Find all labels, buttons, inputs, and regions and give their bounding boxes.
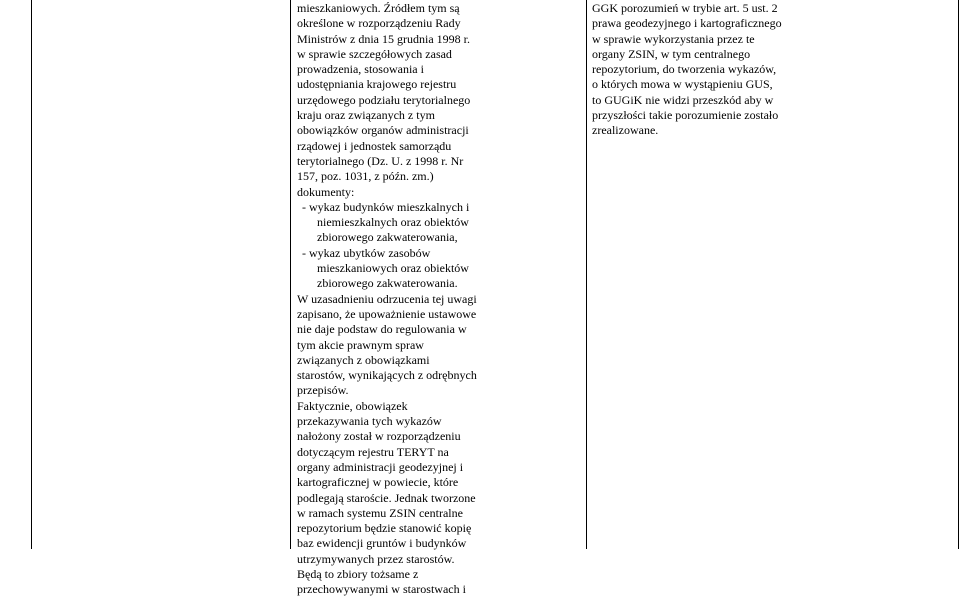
text-line: nie daje podstaw do regulowania w [297, 322, 467, 337]
text-line: Będą to zbiory tożsame z [297, 566, 419, 581]
text-line: udostępniania krajowego rejestru [297, 77, 457, 92]
text-line: mieszkaniowych. Źródłem tym są [297, 1, 460, 15]
text-line: kartograficznej w powiecie, które [297, 475, 459, 490]
text-line: utrzymywanych przez starostów. [297, 551, 455, 566]
text-line: organy administracji geodezyjnej i [297, 459, 464, 474]
list-item-continuation: niemieszkalnych oraz obiektów [317, 215, 469, 230]
text-line: to GUGiK nie widzi przeszkód aby w [592, 92, 774, 107]
text-line: GGK porozumień w trybie art. 5 ust. 2 [592, 1, 778, 15]
table-border-3 [586, 0, 587, 549]
list-item: - wykaz budynków mieszkalnych i [302, 199, 470, 214]
text-line: repozytorium będzie stanowić kopię [297, 521, 472, 536]
list-item: - wykaz ubytków zasobów [302, 245, 431, 260]
text-line: przekazywania tych wykazów [297, 414, 442, 429]
text-line: zrealizowane. [592, 123, 659, 138]
list-item-continuation: mieszkaniowych oraz obiektów [317, 261, 469, 276]
text-line: kraju oraz związanych z tym [297, 108, 435, 123]
text-line: związanych z obowiązkami [297, 352, 430, 367]
text-line: organy ZSIN, w tym centralnego [592, 46, 751, 61]
text-line: repozytorium, do tworzenia wykazów, [592, 62, 777, 77]
text-line: urzędowego podziału terytorialnego [297, 92, 471, 107]
text-line: baz ewidencji gruntów i budynków [297, 536, 467, 551]
text-line: prawa geodezyjnego i kartograficznego [592, 16, 782, 31]
text-line: 157, poz. 1031, z późn. zm.) [297, 169, 434, 184]
text-line: przechowywanymi w starostwach i [297, 582, 466, 597]
text-line: w ramach systemu ZSIN centralne [297, 505, 463, 520]
text-line: w sprawie wykorzystania przez te [592, 31, 755, 46]
text-line: Ministrów z dnia 15 grudnia 1998 r. [297, 31, 470, 46]
middle-column-text [297, 1, 477, 598]
text-line: W uzasadnieniu odrzucenia tej uwagi [297, 291, 477, 306]
text-line: obowiązków organów administracji [297, 123, 469, 138]
text-line: tym akcie prawnym spraw [297, 337, 424, 352]
text-line: zapisano, że upoważnienie ustawowe [297, 306, 477, 321]
list-item-continuation: zbiorowego zakwaterowania, [317, 230, 458, 245]
list-item-continuation: zbiorowego zakwaterowania. [317, 276, 458, 291]
text-line: rządowej i jednostek samorządu [297, 138, 452, 153]
text-line: podlegają staroście. Jednak tworzone [297, 490, 476, 505]
table-border-4 [958, 0, 959, 549]
text-line: określone w rozporządzeniu Rady [297, 16, 461, 31]
text-line: starostów, wynikających z odrębnych [297, 368, 477, 383]
table-border-2 [290, 0, 291, 549]
text-line: o których mowa w wystąpieniu GUS, [592, 77, 773, 92]
text-line: nałożony został w rozporządzeniu [297, 429, 461, 444]
text-line: Faktycznie, obowiązek [297, 398, 408, 413]
text-line: terytorialnego (Dz. U. z 1998 r. Nr [297, 153, 464, 168]
text-line: w sprawie szczegółowych zasad [297, 46, 452, 61]
text-line: dokumenty: [297, 184, 355, 199]
text-line: prowadzenia, stosowania i [297, 62, 424, 77]
text-line: przyszłości takie porozumienie zostało [592, 108, 779, 123]
right-column-text [592, 1, 782, 139]
text-line: przepisów. [297, 383, 349, 398]
table-border-1 [31, 0, 32, 549]
text-line: dotyczącym rejestru TERYT na [297, 444, 449, 459]
